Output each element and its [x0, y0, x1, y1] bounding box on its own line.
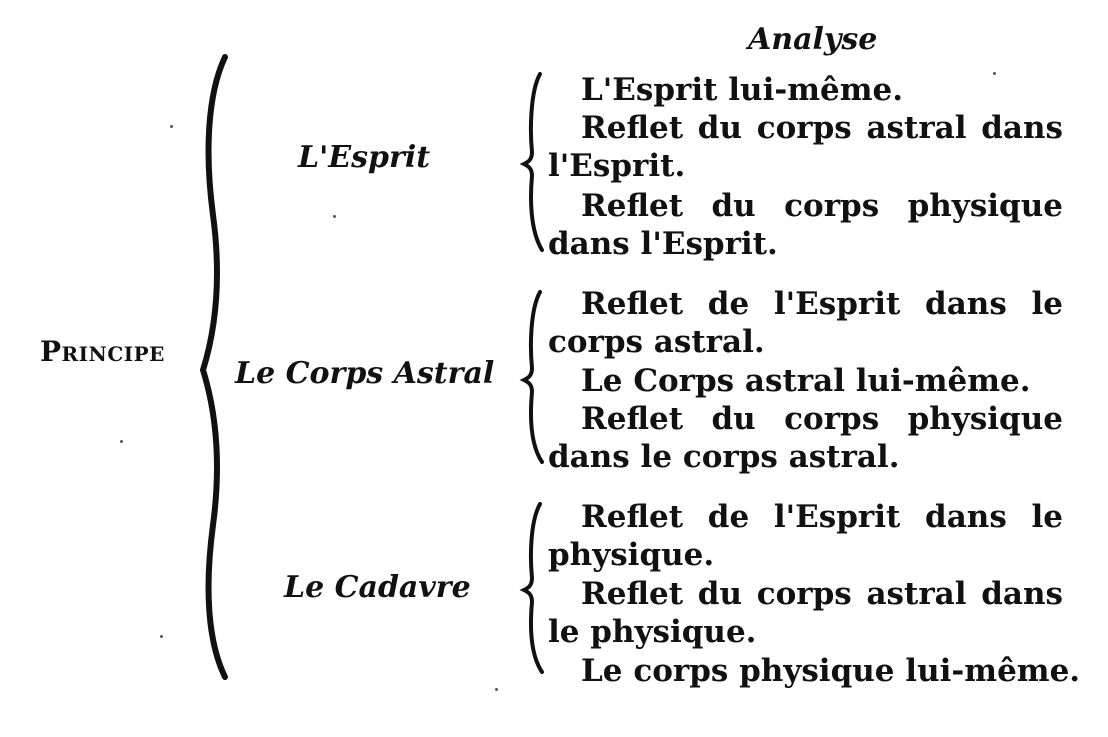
corps-astral-line-5: dans le corps astral. [548, 439, 900, 475]
corps-astral-brace [522, 290, 546, 465]
print-speck [495, 688, 498, 691]
main-brace [195, 55, 235, 680]
print-speck [993, 72, 996, 75]
print-speck [333, 215, 336, 218]
analyse-heading: Analyse [748, 22, 878, 57]
cadavre-brace [522, 502, 546, 674]
corps-astral-line-3: Le Corps astral lui-même. [581, 363, 1031, 399]
cadavre-line-2: physique. [548, 537, 715, 573]
esprit-line-3: l'Esprit. [548, 148, 686, 184]
esprit-line-1: L'Esprit lui-même. [581, 72, 904, 108]
corps-astral-line-4: Reflet du corps physique [581, 401, 1063, 437]
print-speck [120, 440, 123, 443]
cadavre-line-3: Reflet du corps astral dans [581, 576, 1063, 612]
branch-cadavre-label: Le Cadavre [284, 570, 471, 605]
cadavre-line-1: Reflet de l'Esprit dans le [581, 499, 1063, 535]
corps-astral-line-2: corps astral. [548, 324, 765, 360]
esprit-brace [522, 72, 546, 252]
esprit-line-4: Reflet du corps physique [581, 188, 1063, 224]
print-speck [170, 125, 173, 128]
cadavre-line-5: Le corps physique lui-même. [581, 653, 1081, 689]
cadavre-line-4: le physique. [548, 614, 757, 650]
principe-label: Principe [40, 335, 165, 368]
branch-esprit-label: L'Esprit [298, 140, 431, 175]
branch-corps-astral-label: Le Corps Astral [235, 356, 495, 391]
esprit-line-2: Reflet du corps astral dans [581, 110, 1063, 146]
print-speck [160, 635, 163, 638]
corps-astral-line-1: Reflet de l'Esprit dans le [581, 286, 1063, 322]
esprit-line-5: dans l'Esprit. [548, 226, 778, 262]
